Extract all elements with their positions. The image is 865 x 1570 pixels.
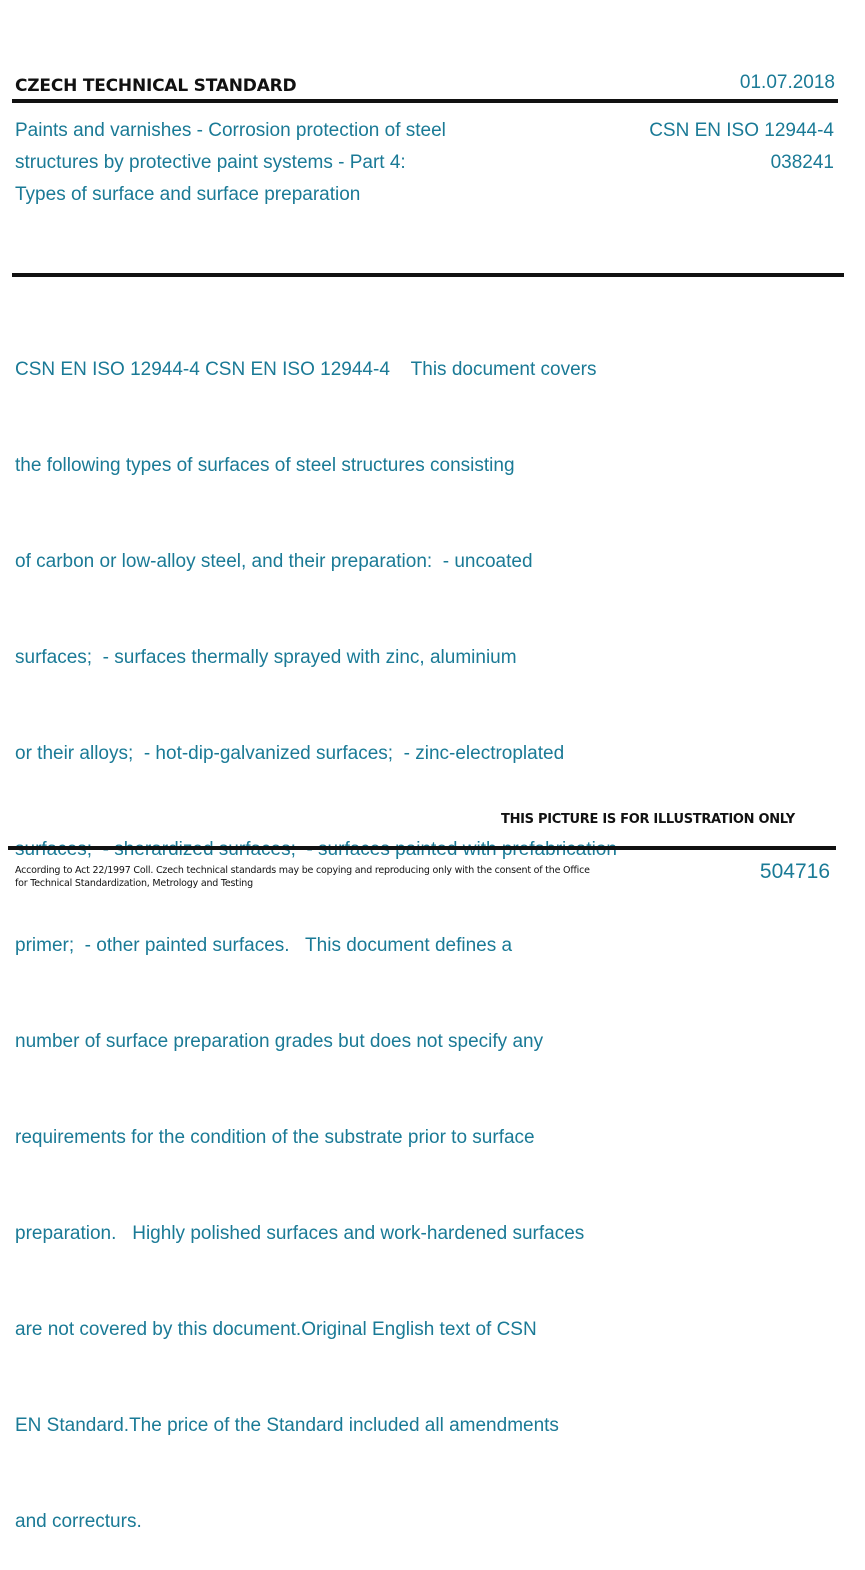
abstract-line: and correcturs. xyxy=(15,1511,142,1532)
document-number: 504716 xyxy=(759,860,830,883)
abstract-line: are not covered by this document.Original English text of CSN xyxy=(15,1319,537,1340)
abstract-line: or their alloys; - hot-dip-galvanized surfaces; - zinc-electroplated xyxy=(15,743,565,764)
abstract-line xyxy=(15,834,617,866)
legal-notice xyxy=(15,864,605,890)
abstract-line: primer; - other painted surfaces. This document defines a xyxy=(15,935,513,956)
illustration-disclaimer: THIS PICTURE IS FOR ILLUSTRATION ONLY xyxy=(501,812,795,827)
legal-notice-line: According to Act 22/1997 Coll. Czech technical standards may be copying and reproducing only with the consent of the Office xyxy=(15,865,590,876)
document-category-label: CZECH TECHNICAL STANDARD xyxy=(15,76,297,96)
abstract-text xyxy=(15,290,617,1570)
publication-date: 01.07.2018 xyxy=(739,72,835,93)
standard-title xyxy=(15,115,575,211)
abstract-line: preparation. Highly polished surfaces and work-hardened surfaces xyxy=(15,1223,585,1244)
standard-title-line: Paints and varnishes - Corrosion protection of steel xyxy=(15,120,446,141)
standard-identifiers xyxy=(649,115,834,179)
standard-title-line: structures by protective paint systems - Part 4: xyxy=(15,152,406,173)
abstract-line: CSN EN ISO 12944-4 CSN EN ISO 12944-4 This document covers xyxy=(15,359,597,380)
standard-code: CSN EN ISO 12944-4 xyxy=(649,120,834,141)
abstract-line: number of surface preparation grades but does not specify any xyxy=(15,1031,544,1052)
abstract-line: EN Standard.The price of the Standard included all amendments xyxy=(15,1415,559,1436)
header-divider xyxy=(12,99,838,103)
abstract-line: surfaces; - surfaces thermally sprayed with zinc, aluminium xyxy=(15,647,517,668)
catalog-number: 038241 xyxy=(770,152,834,173)
standard-title-line: Types of surface and surface preparation xyxy=(15,184,361,205)
section-divider xyxy=(12,273,844,277)
legal-notice-line: for Technical Standardization, Metrology and Testing xyxy=(15,878,253,889)
footer-divider xyxy=(8,846,836,850)
abstract-line: the following types of surfaces of steel structures consisting xyxy=(15,455,515,476)
abstract-line: requirements for the condition of the substrate prior to surface xyxy=(15,1127,535,1148)
abstract-line: of carbon or low-alloy steel, and their preparation: - uncoated xyxy=(15,551,533,572)
